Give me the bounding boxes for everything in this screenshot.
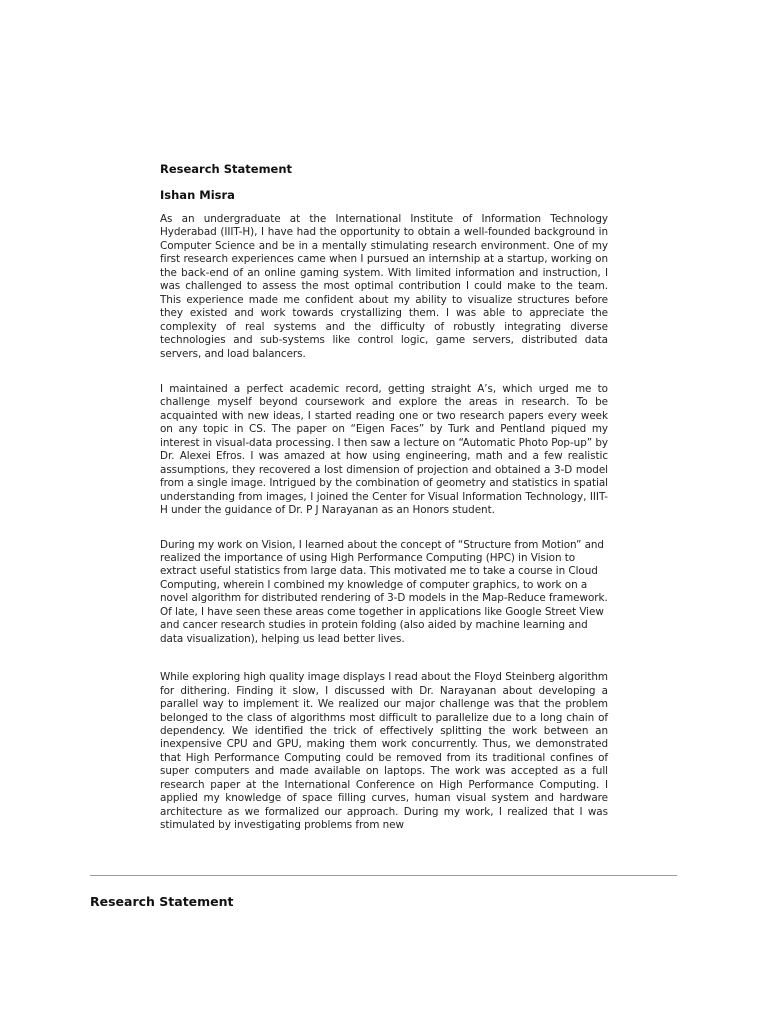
document-title: Research Statement bbox=[160, 162, 293, 176]
footer-divider bbox=[90, 875, 677, 876]
paragraph-4: While exploring high quality image displays I read about the Floyd Steinberg algorithm for dithering. Finding it slow, I discussed with Dr. Narayanan about developing a parallel way to implement it. We realized our major challenge was that the problem belonged to the class of algorithms most difficult to parallelize due to a long chain of dependency. We identified the trick of effectively splitting the work between an inexpensive CPU and GPU, making them work concurrently. Thus, we demonstrated that High Performance Computing could be removed from its traditional confines of super computers and made available on laptops. The work was accepted as a full research paper at the International Conference on High Performance Computing. I applied my knowledge of space filling curves, human visual system and hardware architecture as we formalized our approach. During my work, I realized that I was stimulated by investigating problems from new bbox=[160, 671, 608, 832]
paragraph-1: As an undergraduate at the International Institute of Information Technology Hyderabad (IIIT-H), I have had the opportunity to obtain a well-founded background in Computer Science and be in a mentally stimulating research environment. One of my first research experiences came when I pursued an internship at a startup, working on the back-end of an online gaming system. With limited information and instruction, I was challenged to assess the most optimal contribution I could make to the team. This experience made me confident about my ability to visualize structures before they existed and work towards crystallizing them. I was able to appreciate the complexity of real systems and the difficulty of robustly integrating diverse technologies and sub-systems like control logic, game servers, distributed data servers, and load balancers. bbox=[160, 213, 608, 360]
paragraph-2: I maintained a perfect academic record, getting straight A’s, which urged me to challenge myself beyond coursework and explore the areas in research. To be acquainted with new ideas, I started reading one or two research papers every week on any topic in CS. The paper on “Eigen Faces” by Turk and Pentland piqued my interest in visual-data processing. I then saw a lecture on “Automatic Photo Pop-up” by Dr. Alexei Efros. I was amazed at how using engineering, math and a few realistic assumptions, they recovered a lost dimension of projection and obtained a 3-D model from a single image. Intrigued by the combination of geometry and statistics in spatial understanding from images, I joined the Center for Visual Information Technology, IIIT-H under the guidance of Dr. P J Narayanan as an Honors student. bbox=[160, 382, 608, 517]
footer-title: Research Statement bbox=[90, 894, 234, 909]
paragraph-3: During my work on Vision, I learned about the concept of “Structure from Motion” and realized the importance of using High Performance Computing (HPC) in Vision to extract useful statistics from large data. This motivated me to take a course in Cloud Computing, wherein I combined my knowledge of computer graphics, to work on a novel algorithm for distributed rendering of 3-D models in the Map-Reduce framework. Of late, I have seen these areas come together in applications like Google Street View and cancer research studies in protein folding (also aided by machine learning and data visualization), helping us lead better lives. bbox=[160, 538, 608, 645]
author-name: Ishan Misra bbox=[160, 188, 235, 202]
page-content bbox=[160, 161, 608, 833]
